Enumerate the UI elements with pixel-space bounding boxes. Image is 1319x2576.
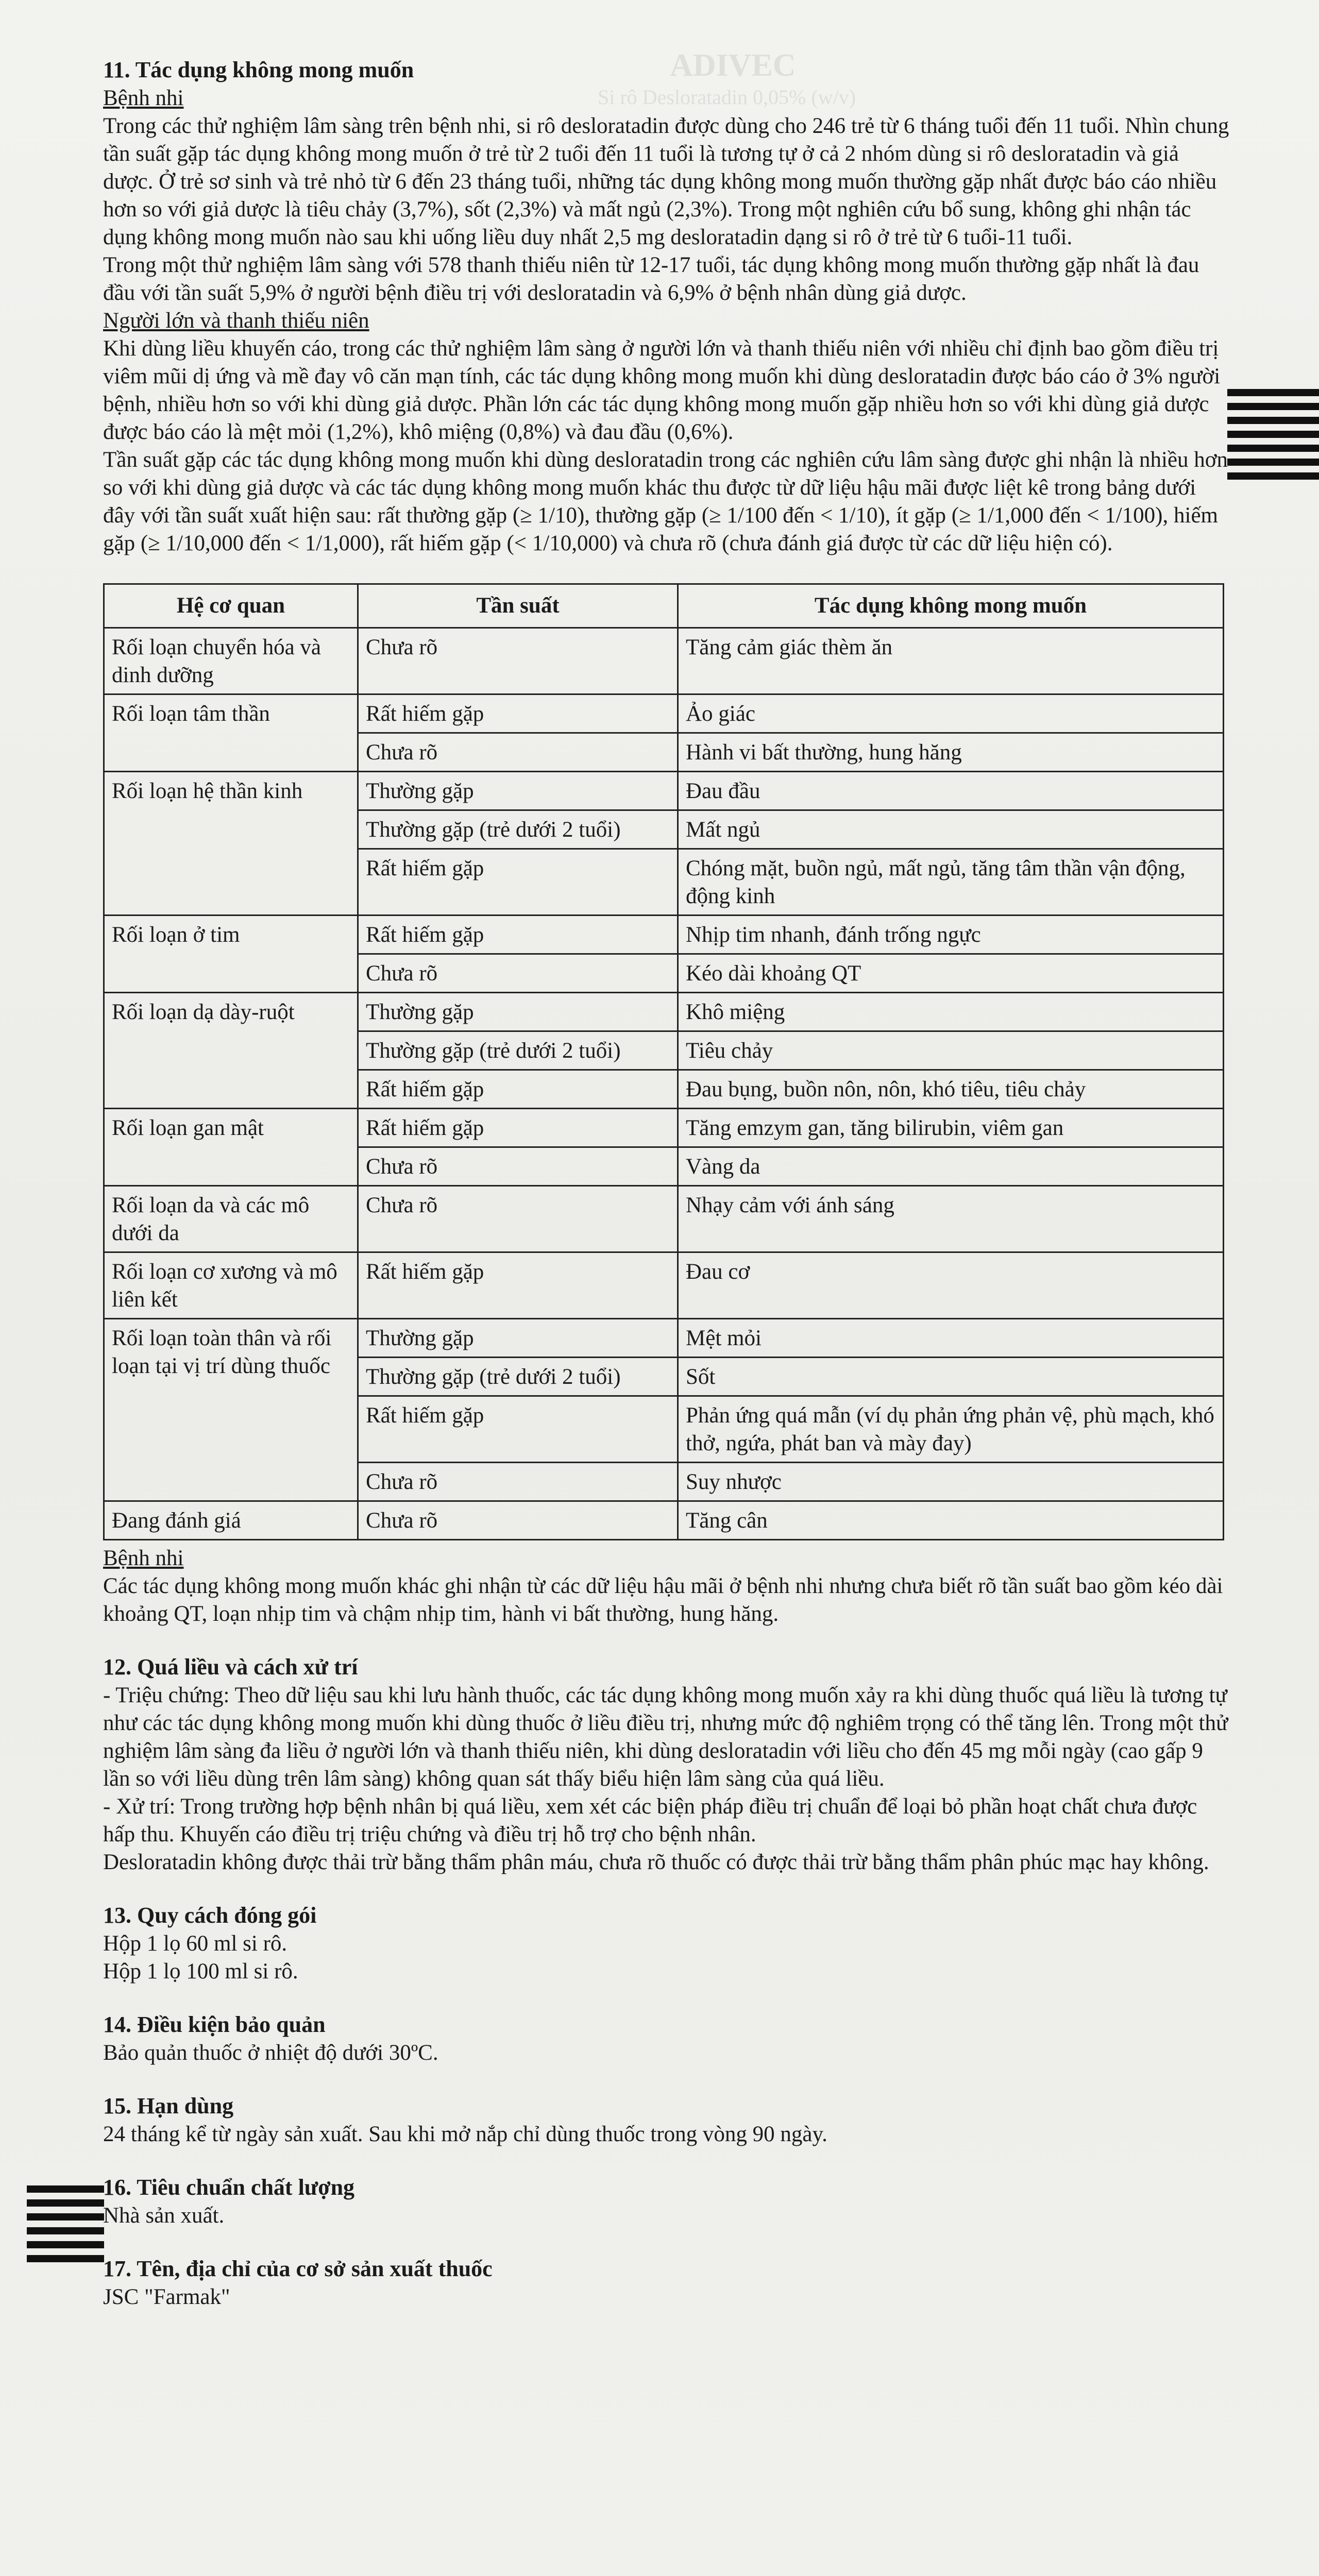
frequency-cell: Chưa rõ — [358, 954, 678, 993]
frequency-cell: Thường gặp (trẻ dưới 2 tuổi) — [358, 1031, 678, 1070]
effect-cell: Sốt — [678, 1358, 1224, 1396]
effect-cell: Khô miệng — [678, 993, 1224, 1031]
frequency-cell: Chưa rõ — [358, 1186, 678, 1252]
effect-cell: Kéo dài khoảng QT — [678, 954, 1224, 993]
frequency-cell: Rất hiếm gặp — [358, 1252, 678, 1319]
effect-cell: Tăng emzym gan, tăng bilirubin, viêm gan — [678, 1109, 1224, 1147]
frequency-cell: Rất hiếm gặp — [358, 1396, 678, 1463]
effect-cell: Mệt mỏi — [678, 1319, 1224, 1358]
organ-cell: Rối loạn tâm thần — [104, 694, 358, 772]
pediatric-paragraph-2: Trong một thử nghiệm lâm sàng với 578 thanh thiếu niên từ 12-17 tuổi, tác dụng không mong muốn thường gặp nhất là đau đầu với tần suất 5,9% ở người bệnh điều trị với desloratadin và 6,9% ở bệnh nhân dùng giả dược. — [103, 253, 1199, 305]
frequency-cell: Rất hiếm gặp — [358, 849, 678, 916]
effect-cell: Phản ứng quá mẫn (ví dụ phản ứng phản vệ, phù mạch, khó thở, ngứa, phát ban và mày đay) — [678, 1396, 1224, 1463]
section-17-title: 17. Tên, địa chỉ của cơ sở sản xuất thuốc — [103, 2256, 493, 2281]
organ-cell: Rối loạn toàn thân và rối loạn tại vị trí dùng thuốc — [104, 1319, 358, 1501]
pediatric-postmarket-label: Bệnh nhi — [103, 1546, 184, 1570]
effect-cell: Vàng da — [678, 1147, 1224, 1186]
overdose-dialysis: Desloratadin không được thải trừ bằng thẩm phân máu, chưa rõ thuốc có được thải trừ bằng thẩm phân phúc mạc hay không. — [103, 1850, 1209, 1874]
organ-cell: Đang đánh giá — [104, 1501, 358, 1540]
frequency-cell: Chưa rõ — [358, 1501, 678, 1540]
table-row — [104, 1501, 1224, 1540]
frequency-cell: Chưa rõ — [358, 628, 678, 694]
header-effect: Tác dụng không mong muốn — [678, 584, 1224, 628]
registration-bars-left — [27, 2185, 104, 2269]
effect-cell: Mất ngủ — [678, 810, 1224, 849]
frequency-cell: Rất hiếm gặp — [358, 1109, 678, 1147]
effect-cell: Đau bụng, buồn nôn, nôn, khó tiêu, tiêu chảy — [678, 1070, 1224, 1109]
frequency-cell: Thường gặp (trẻ dưới 2 tuổi) — [358, 810, 678, 849]
effect-cell: Ảo giác — [678, 694, 1224, 733]
adult-paragraph-2: Tần suất gặp các tác dụng không mong muốn khi dùng desloratadin trong các nghiên cứu lâm sàng được ghi nhận là nhiều hơn so với khi dùng giả dược và các tác dụng không mong muốn khác thu được từ dữ liệu hậu mãi được liệt kê trong bảng dưới đây với tần suất xuất hiện sau: rất thường gặp (≥ 1/10), thường gặp (≥ 1/100 đến < 1/10), ít gặp (≥ 1/1,000 đến < 1/100), hiếm gặp (≥ 1/10,000 đến < 1/1,000), rất hiếm gặp (< 1/10,000) và chưa rõ (chưa đánh giá được từ các dữ liệu hiện có). — [103, 448, 1228, 555]
pediatric-paragraph-1: Trong các thử nghiệm lâm sàng trên bệnh nhi, si rô desloratadin được dùng cho 246 trẻ từ 6 tháng tuổi đến 11 tuổi. Nhìn chung tần suất gặp tác dụng không mong muốn ở trẻ từ 2 tuổi đến 11 tuổi là tương tự ở cả 2 nhóm dùng si rô desloratadin và giả dược. Ở trẻ sơ sinh và trẻ nhỏ từ 6 đến 23 tháng tuổi, những tác dụng không mong muốn thường gặp nhất được báo cáo nhiều hơn so với giả dược là tiêu chảy (3,7%), sốt (2,3%) và mất ngủ (2,3%). Trong một nghiên cứu bổ sung, không ghi nhận tác dụng không mong muốn nào sau khi uống liều duy nhất 2,5 mg desloratadin dạng si rô ở trẻ từ 6 tuổi-11 tuổi. — [103, 114, 1229, 249]
adverse-effects-table — [103, 583, 1224, 1540]
document-content — [103, 56, 1231, 2311]
effect-cell: Đau đầu — [678, 772, 1224, 810]
pediatric-postmarket-text: Các tác dụng không mong muốn khác ghi nhận từ các dữ liệu hậu mãi ở bệnh nhi nhưng chưa biết rõ tần suất bao gồm kéo dài khoảng QT, loạn nhịp tim và chậm nhịp tim, hành vi bất thường, hung hăng. — [103, 1574, 1223, 1626]
organ-cell: Rối loạn hệ thần kinh — [104, 772, 358, 916]
effect-cell: Tăng cảm giác thèm ăn — [678, 628, 1224, 694]
registration-bars-right — [1227, 389, 1319, 486]
section-12-title: 12. Quá liều và cách xử trí — [103, 1654, 358, 1680]
table-row — [104, 694, 1224, 733]
effect-cell: Suy nhược — [678, 1463, 1224, 1501]
frequency-cell: Thường gặp — [358, 993, 678, 1031]
table-row — [104, 1109, 1224, 1147]
package-100ml: Hộp 1 lọ 100 ml si rô. — [103, 1959, 298, 1984]
organ-cell: Rối loạn dạ dày-ruột — [104, 993, 358, 1109]
organ-cell: Rối loạn chuyển hóa và dinh dưỡng — [104, 628, 358, 694]
adult-label: Người lớn và thanh thiếu niên — [103, 309, 369, 333]
package-60ml: Hộp 1 lọ 60 ml si rô. — [103, 1931, 288, 1956]
table-row — [104, 772, 1224, 810]
manufacturer-text: JSC "Farmak" — [103, 2285, 230, 2309]
table-row — [104, 916, 1224, 954]
table-row — [104, 1186, 1224, 1252]
effect-cell: Tăng cân — [678, 1501, 1224, 1540]
frequency-cell: Rất hiếm gặp — [358, 694, 678, 733]
overdose-symptoms: - Triệu chứng: Theo dữ liệu sau khi lưu hành thuốc, các tác dụng không mong muốn xảy ra khi dùng thuốc quá liều là tương tự như các tác dụng không mong muốn khi dùng thuốc ở liều điều trị, nhưng mức độ nghiêm trọng có thể tăng lên. Trong một thử nghiệm lâm sàng đa liều ở người lớn và thanh thiếu niên, khi dùng desloratadin với liều cho đến 45 mg mỗi ngày (cao gấp 9 lần so với liều dùng trên lâm sàng) không quan sát thấy biểu hiện lâm sàng của quá liều. — [103, 1683, 1228, 1791]
section-13-title: 13. Quy cách đóng gói — [103, 1903, 317, 1928]
table-row — [104, 628, 1224, 694]
organ-cell: Rối loạn ở tim — [104, 916, 358, 993]
frequency-cell: Thường gặp — [358, 1319, 678, 1358]
frequency-cell: Rất hiếm gặp — [358, 916, 678, 954]
effect-cell: Nhịp tim nhanh, đánh trống ngực — [678, 916, 1224, 954]
frequency-cell: Rất hiếm gặp — [358, 1070, 678, 1109]
shelf-life-text: 24 tháng kể từ ngày sản xuất. Sau khi mở nắp chỉ dùng thuốc trong vòng 90 ngày. — [103, 2122, 827, 2146]
frequency-cell: Thường gặp — [358, 772, 678, 810]
effect-cell: Nhạy cảm với ánh sáng — [678, 1186, 1224, 1252]
header-frequency: Tần suất — [358, 584, 678, 628]
section-15-title: 15. Hạn dùng — [103, 2093, 234, 2119]
effect-cell: Hành vi bất thường, hung hăng — [678, 733, 1224, 772]
pediatric-label: Bệnh nhi — [103, 86, 184, 110]
adult-paragraph-1: Khi dùng liều khuyến cáo, trong các thử nghiệm lâm sàng ở người lớn và thanh thiếu niên với nhiều chỉ định bao gồm điều trị viêm mũi dị ứng và mề đay vô căn mạn tính, các tác dụng không mong muốn khi dùng desloratadin được báo cáo ở 3% người bệnh, nhiều hơn so với khi dùng giả dược. Phần lớn các tác dụng không mong muốn gặp nhiều hơn so với khi dùng giả dược được báo cáo là mệt mỏi (1,2%), khô miệng (0,8%) và đau đầu (0,6%). — [103, 336, 1221, 444]
table-row — [104, 1252, 1224, 1319]
overdose-management: - Xử trí: Trong trường hợp bệnh nhân bị quá liều, xem xét các biện pháp điều trị chuẩn để loại bỏ phần hoạt chất chưa được hấp thu. Khuyến cáo điều trị triệu chứng và điều trị hỗ trợ cho bệnh nhân. — [103, 1794, 1197, 1846]
frequency-cell: Chưa rõ — [358, 1463, 678, 1501]
ghost-line: Si rô Desloratadin 0,05% (w/v) — [598, 86, 856, 109]
frequency-cell: Chưa rõ — [358, 1147, 678, 1186]
organ-cell: Rối loạn cơ xương và mô liên kết — [104, 1252, 358, 1319]
section-11-title: 11. Tác dụng không mong muốn — [103, 57, 414, 82]
section-16-title: 16. Tiêu chuẩn chất lượng — [103, 2175, 355, 2200]
effect-cell: Chóng mặt, buồn ngủ, mất ngủ, tăng tâm thần vận động, động kinh — [678, 849, 1224, 916]
table-header-row — [104, 584, 1224, 628]
ghost-brand: ADIVEC — [670, 48, 796, 83]
organ-cell: Rối loạn gan mật — [104, 1109, 358, 1186]
header-organ: Hệ cơ quan — [104, 584, 358, 628]
storage-text: Bảo quản thuốc ở nhiệt độ dưới 30ºC. — [103, 2041, 438, 2065]
frequency-cell: Chưa rõ — [358, 733, 678, 772]
quality-standard-text: Nhà sản xuất. — [103, 2204, 225, 2228]
effect-cell: Tiêu chảy — [678, 1031, 1224, 1070]
organ-cell: Rối loạn da và các mô dưới da — [104, 1186, 358, 1252]
table-row — [104, 993, 1224, 1031]
frequency-cell: Thường gặp (trẻ dưới 2 tuổi) — [358, 1358, 678, 1396]
effect-cell: Đau cơ — [678, 1252, 1224, 1319]
section-14-title: 14. Điều kiện bảo quản — [103, 2012, 326, 2037]
table-row — [104, 1319, 1224, 1358]
